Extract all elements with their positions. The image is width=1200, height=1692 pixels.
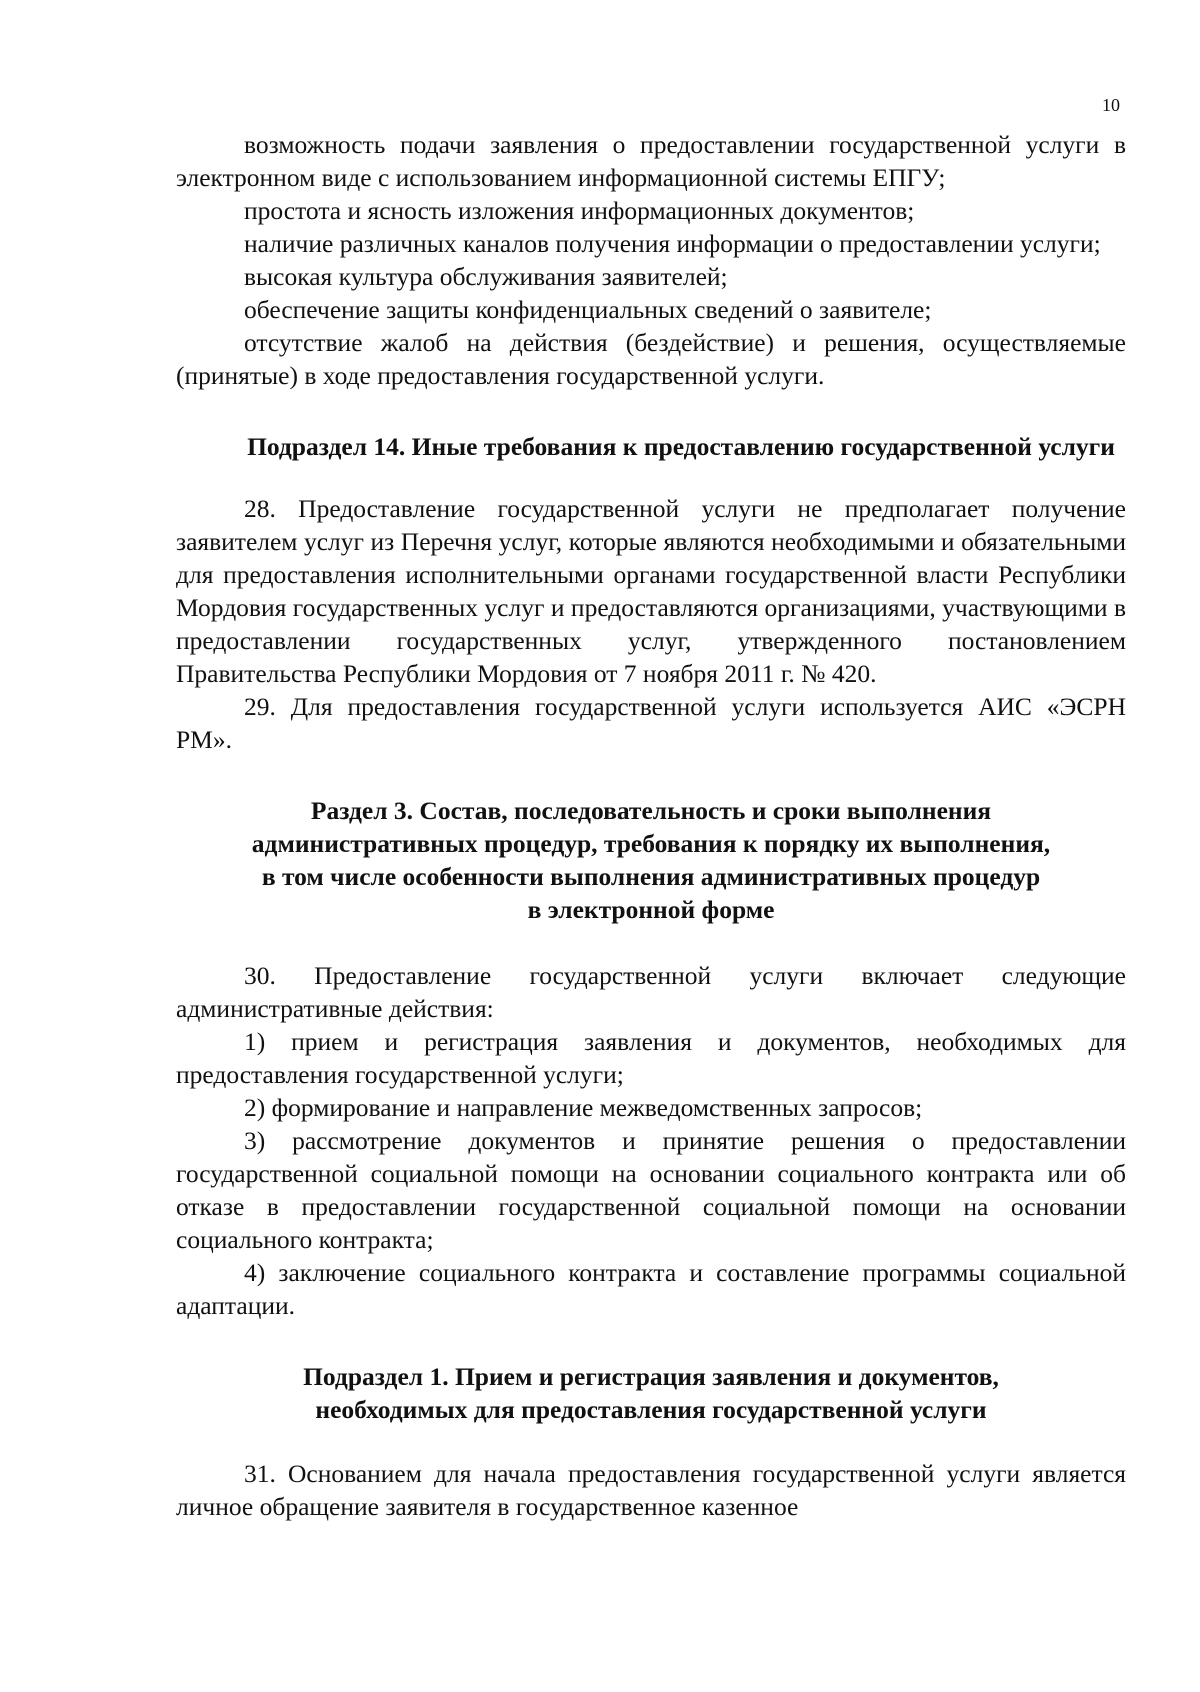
section-3-heading-line: административных процедур, требования к порядку их выполнения, xyxy=(251,829,1051,858)
document-body xyxy=(176,128,1126,1523)
paragraph: простота и ясность изложения информационных документов; xyxy=(244,196,915,225)
paragraph-31: 31. Основанием для начала предоставления государственной услуги является личное обращение заявителя в государственное казенное xyxy=(176,1459,1126,1521)
section-3-heading xyxy=(176,794,1126,926)
list-item: 3) рассмотрение документов и принятие решения о предоставлении государственной социальной помощи на основании социального контракта или об отказе в предоставлении государственной социальной помощи на основании социального контракта; xyxy=(176,1126,1126,1254)
paragraph-28: 28. Предоставление государственной услуги не предполагает получение заявителем услуг из Перечня услуг, которые являются необходимыми и обязательными для предоставления исполнительными органами государственной власти Республики Мордовия государственных услуг и предоставляются организациями, участвующими в предоставлении государственных услуг, утвержденного постановлением Правительства Республики Мордовия от 7 ноября 2011 г. № 420. xyxy=(176,494,1126,688)
subsection-14-heading: Подраздел 14. Иные требования к предоставлению государственной услуги xyxy=(247,432,1115,461)
paragraph: обеспечение защиты конфиденциальных сведений о заявителе; xyxy=(244,295,932,324)
section-3-heading-line: в том числе особенности выполнения административных процедур xyxy=(261,862,1041,891)
paragraph: наличие различных каналов получения информации о предоставлении услуги; xyxy=(244,229,1101,258)
section-3-heading-line: в электронной форме xyxy=(527,895,775,924)
page-number: 10 xyxy=(1102,95,1120,115)
paragraph: возможность подачи заявления о предоставлении государственной услуги в электронном виде с использованием информационной системы ЕПГУ; xyxy=(176,130,1126,192)
paragraph: высокая культура обслуживания заявителей; xyxy=(244,262,728,291)
list-item: 4) заключение социального контракта и составление программы социальной адаптации. xyxy=(176,1258,1126,1320)
list-item: 1) прием и регистрация заявления и документов, необходимых для предоставления государственной услуги; xyxy=(176,1027,1126,1089)
list-item: 2) формирование и направление межведомственных запросов; xyxy=(244,1093,923,1122)
subsection-1-heading-line: необходимых для предоставления государственной услуги xyxy=(315,1395,987,1424)
paragraph-29: 29. Для предоставления государственной услуги используется АИС «ЭСРН РМ». xyxy=(176,692,1126,754)
subsection-1-heading xyxy=(176,1360,1126,1426)
section-3-heading-line: Раздел 3. Состав, последовательность и сроки выполнения xyxy=(310,796,992,825)
subsection-1-heading-line: Подраздел 1. Прием и регистрация заявления и документов, xyxy=(303,1362,999,1391)
paragraph-30: 30. Предоставление государственной услуги включает следующие административные действия: xyxy=(176,961,1126,1023)
paragraph: отсутствие жалоб на действия (бездействие) и решения, осуществляемые (принятые) в ходе предоставления государственной услуги. xyxy=(176,328,1126,390)
